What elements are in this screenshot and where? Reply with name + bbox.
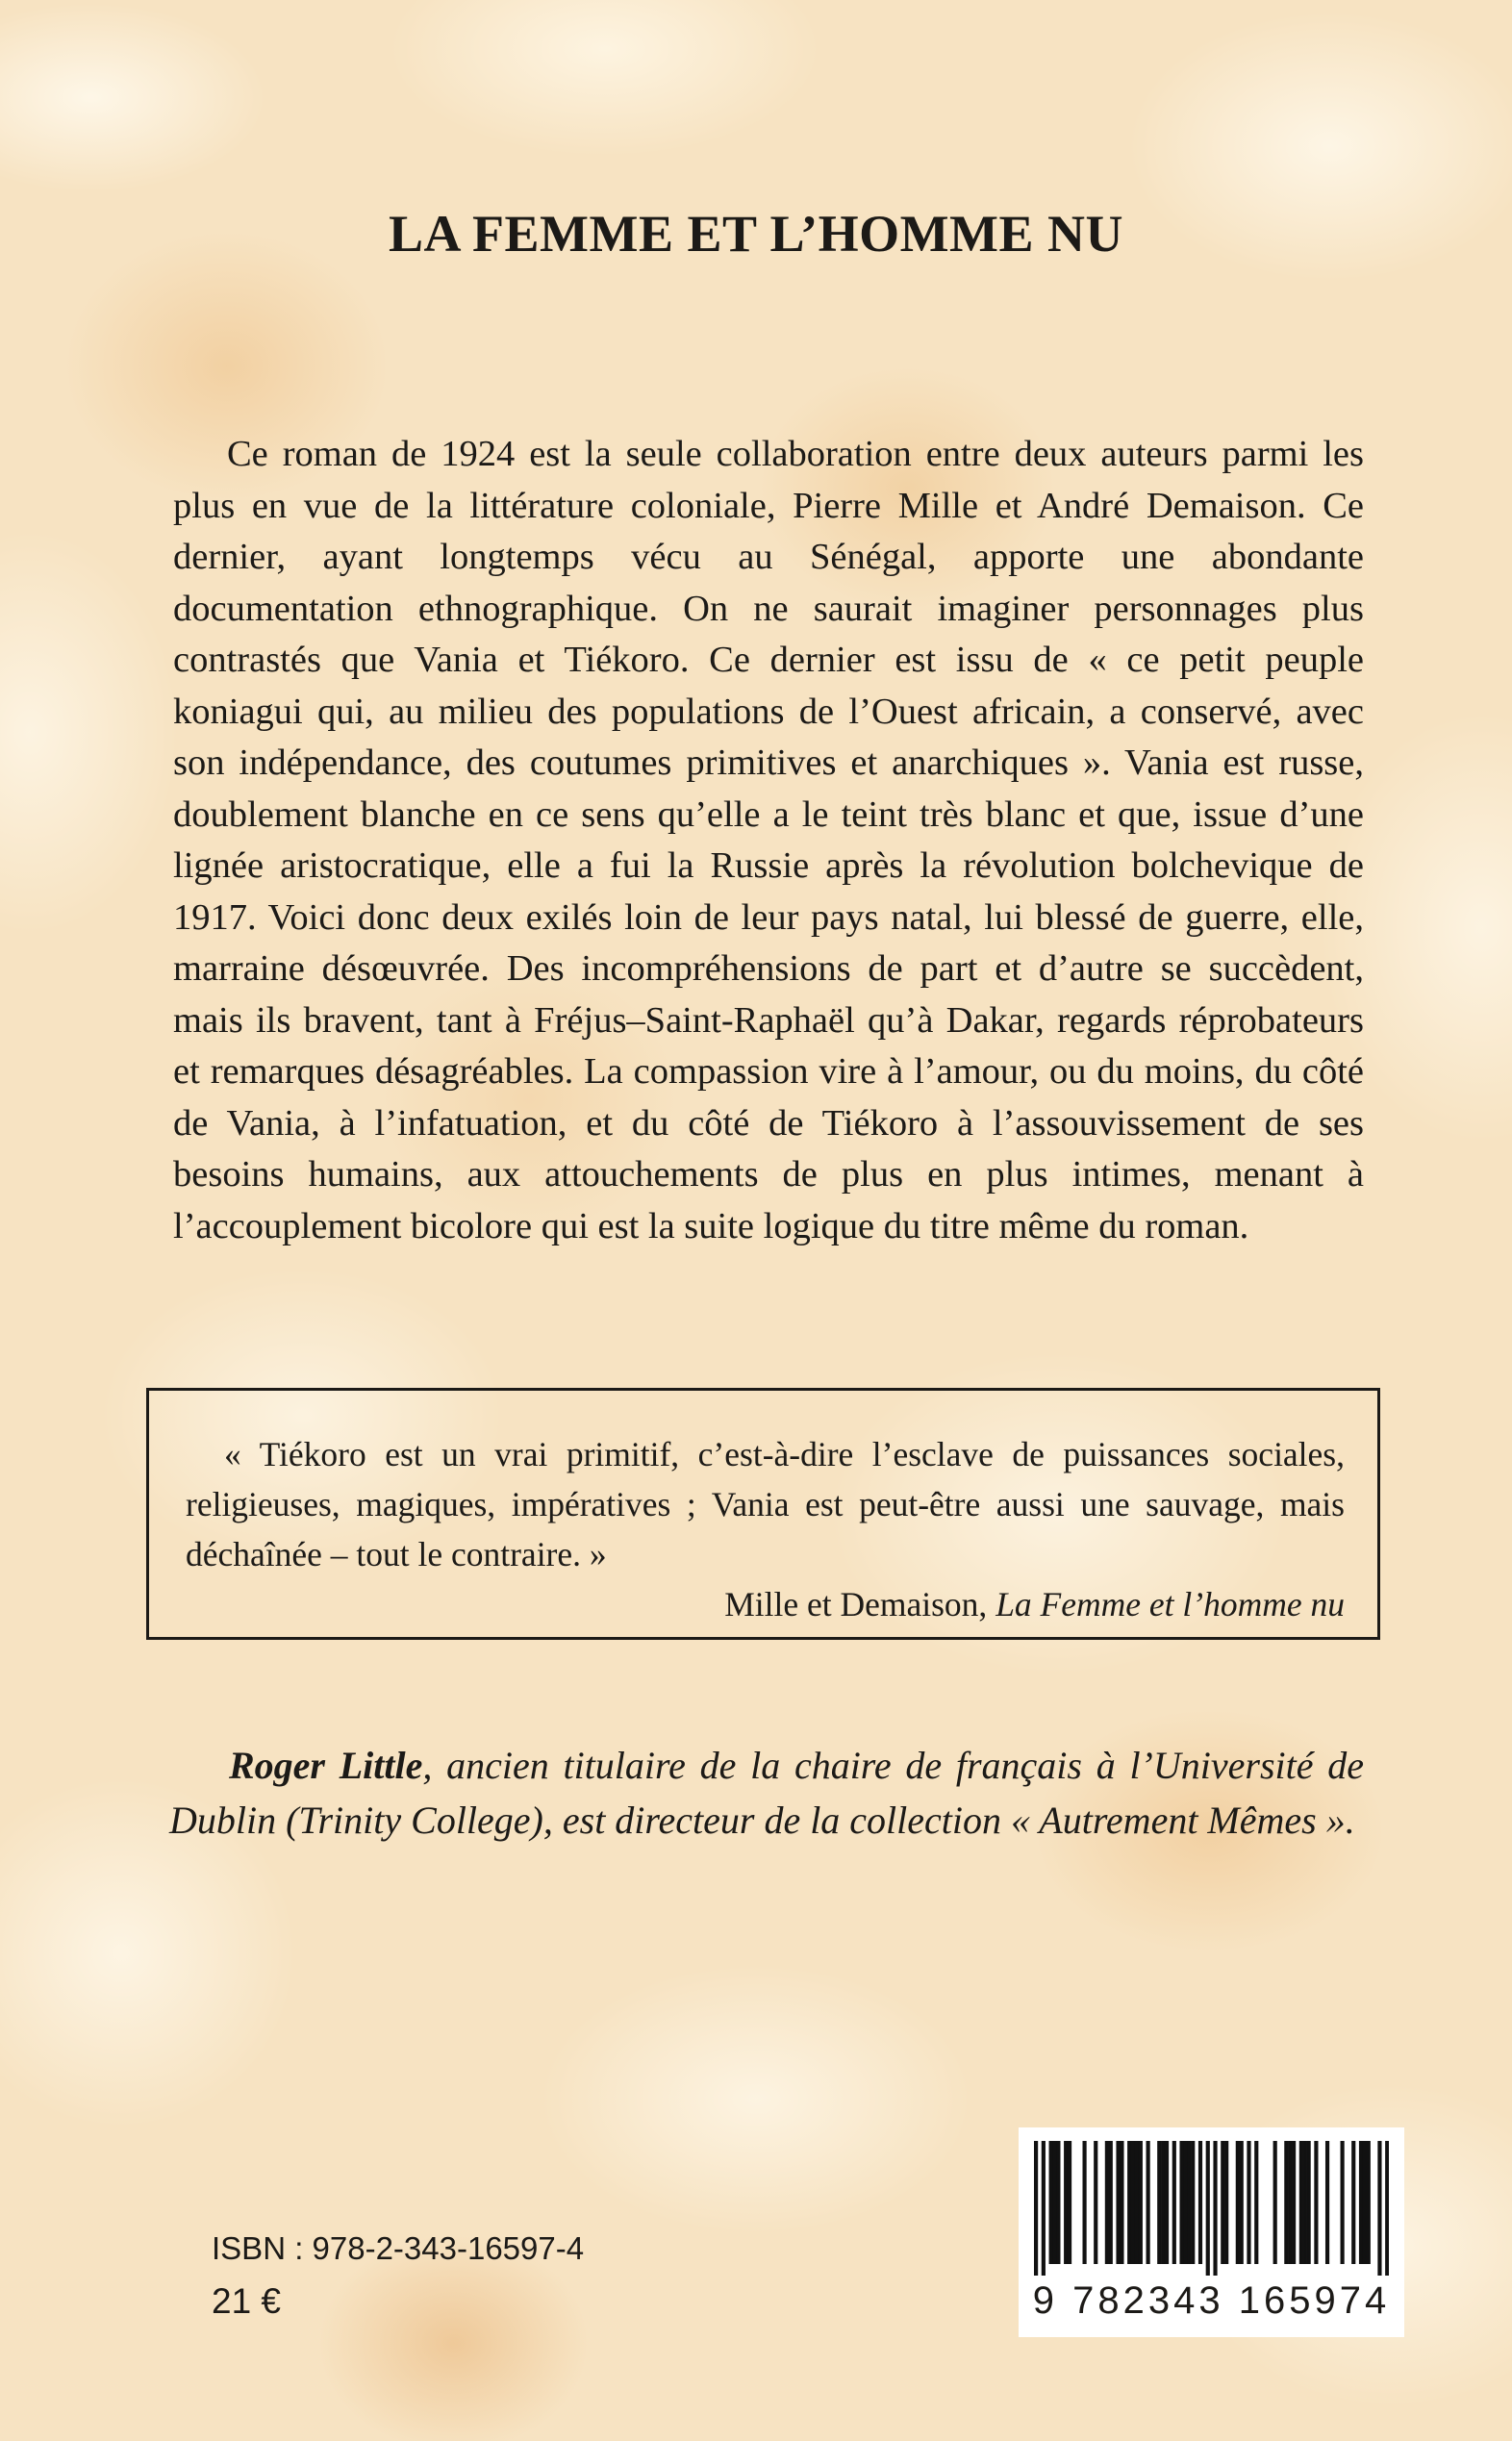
barcode-bar: [1116, 2141, 1120, 2264]
barcode-bar: [1131, 2141, 1135, 2264]
barcode-bar: [1139, 2141, 1143, 2264]
quote-attribution: [186, 1579, 1345, 1629]
price: 21 €: [212, 2281, 282, 2321]
barcode-bar: [1183, 2141, 1187, 2264]
barcode-bar: [1064, 2141, 1068, 2264]
barcode-bar: [1052, 2141, 1056, 2264]
quote-authors: Mille et Demaison,: [724, 1585, 996, 1623]
barcode-bar: [1254, 2141, 1258, 2264]
barcode-bar: [1049, 2141, 1053, 2264]
barcode-bar: [1109, 2141, 1113, 2264]
barcode-bar: [1127, 2141, 1131, 2264]
barcode-bar: [1157, 2141, 1161, 2264]
barcode-bar: [1165, 2141, 1169, 2264]
barcode-bar: [1147, 2141, 1150, 2264]
barcode-bar: [1187, 2141, 1191, 2264]
barcode-bar: [1385, 2141, 1389, 2276]
barcode-bar: [1206, 2141, 1210, 2276]
barcode-bar: [1325, 2141, 1329, 2264]
barcode-bars: [1034, 2141, 1389, 2276]
barcode-bar: [1299, 2141, 1303, 2264]
isbn: ISBN : 978-2-343-16597-4: [212, 2230, 585, 2266]
barcode-bar: [1314, 2141, 1318, 2264]
barcode-bar: [1135, 2141, 1139, 2264]
barcode-bar: [1198, 2141, 1202, 2264]
barcode-bar: [1377, 2141, 1381, 2276]
quote-work-title: La Femme et l’homme nu: [995, 1585, 1345, 1623]
barcode-bar: [1224, 2141, 1228, 2264]
barcode-bar: [1105, 2141, 1109, 2264]
barcode-bar: [1367, 2141, 1371, 2264]
book-title: LA FEMME ET L’HOMME NU: [388, 205, 1124, 263]
barcode-bar: [1236, 2141, 1240, 2264]
barcode-bar: [1307, 2141, 1311, 2264]
barcode: [1019, 2127, 1404, 2337]
bio-author-name: Roger Little: [229, 1744, 423, 1787]
barcode-bar: [1292, 2141, 1296, 2264]
barcode-bar: [1034, 2141, 1038, 2276]
barcode-bar: [1303, 2141, 1307, 2264]
barcode-bar: [1120, 2141, 1123, 2264]
barcode-bar: [1068, 2141, 1071, 2264]
barcode-bar: [1240, 2141, 1244, 2264]
barcode-bar: [1191, 2141, 1195, 2264]
barcode-bar: [1247, 2141, 1250, 2264]
barcode-bar: [1288, 2141, 1292, 2264]
barcode-bar: [1094, 2141, 1097, 2264]
quote-box: [146, 1388, 1380, 1640]
barcode-bar: [1221, 2141, 1224, 2264]
barcode-bar: [1179, 2141, 1183, 2264]
author-bio: [169, 1738, 1364, 1848]
barcode-bar: [1341, 2141, 1345, 2264]
bio-text: , ancien titulaire de la chaire de français à l’Université de Dublin (Trinity College), est directeur de la collection « Autrement Mêmes ».: [169, 1744, 1364, 1842]
barcode-bar: [1161, 2141, 1165, 2264]
barcode-bar: [1172, 2141, 1176, 2264]
barcode-bar: [1351, 2141, 1355, 2264]
quote-text: « Tiékoro est un vrai primitif, c’est-à-dire l’esclave de puissances sociales, religieuses, magiques, impératives ; Vania est peut-être aussi une sauvage, mais déchaînée – tout le contraire. »: [186, 1435, 1345, 1573]
barcode-bar: [1042, 2141, 1046, 2276]
book-summary: Ce roman de 1924 est la seule collaboration entre deux auteurs parmi les plus en vue de la littérature coloniale, Pierre Mille et André Demaison. Ce dernier, ayant longtemps vécu au Sénégal, apporte une abondante documentation ethnographique. On ne saurait imaginer personnages plus contrastés que Vania et Tiékoro. Ce dernier est issu de « ce petit peuple koniagui qui, au milieu des populations de l’Ouest africain, a conservé, avec son indépendance, des coutumes primitives et anarchiques ». Vania est russe, doublement blanche en ce sens qu’elle a le teint très blanc et que, issue d’une lignée aristocratique, elle a fui la Russie après la révolution bolchevique de 1917. Voici donc deux exilés loin de leur pays natal, lui blessé de guerre, elle, marraine désœuvrée. Des incompréhensions de part et d’autre se succèdent, mais ils bravent, tant à Fréjus–Saint-Raphaël qu’à Dakar, regards réprobateurs et remarques désagréables. La compassion vire à l’amour, ou du moins, du côté de Vania, à l’infatuation, et du côté de Tiékoro à l’assouvissement de ses besoins humains, aux attouchements de plus en plus intimes, menant à l’accouplement bicolore qui est la suite logique du titre même du roman.: [173, 434, 1364, 1246]
barcode-bar: [1359, 2141, 1363, 2264]
barcode-bar: [1284, 2141, 1288, 2264]
barcode-bar: [1213, 2141, 1217, 2276]
barcode-bar: [1273, 2141, 1277, 2264]
barcode-bar: [1056, 2141, 1060, 2264]
barcode-digits: 9 782343 165974: [1032, 2279, 1391, 2322]
barcode-bar: [1363, 2141, 1367, 2264]
barcode-bar: [1082, 2141, 1086, 2264]
